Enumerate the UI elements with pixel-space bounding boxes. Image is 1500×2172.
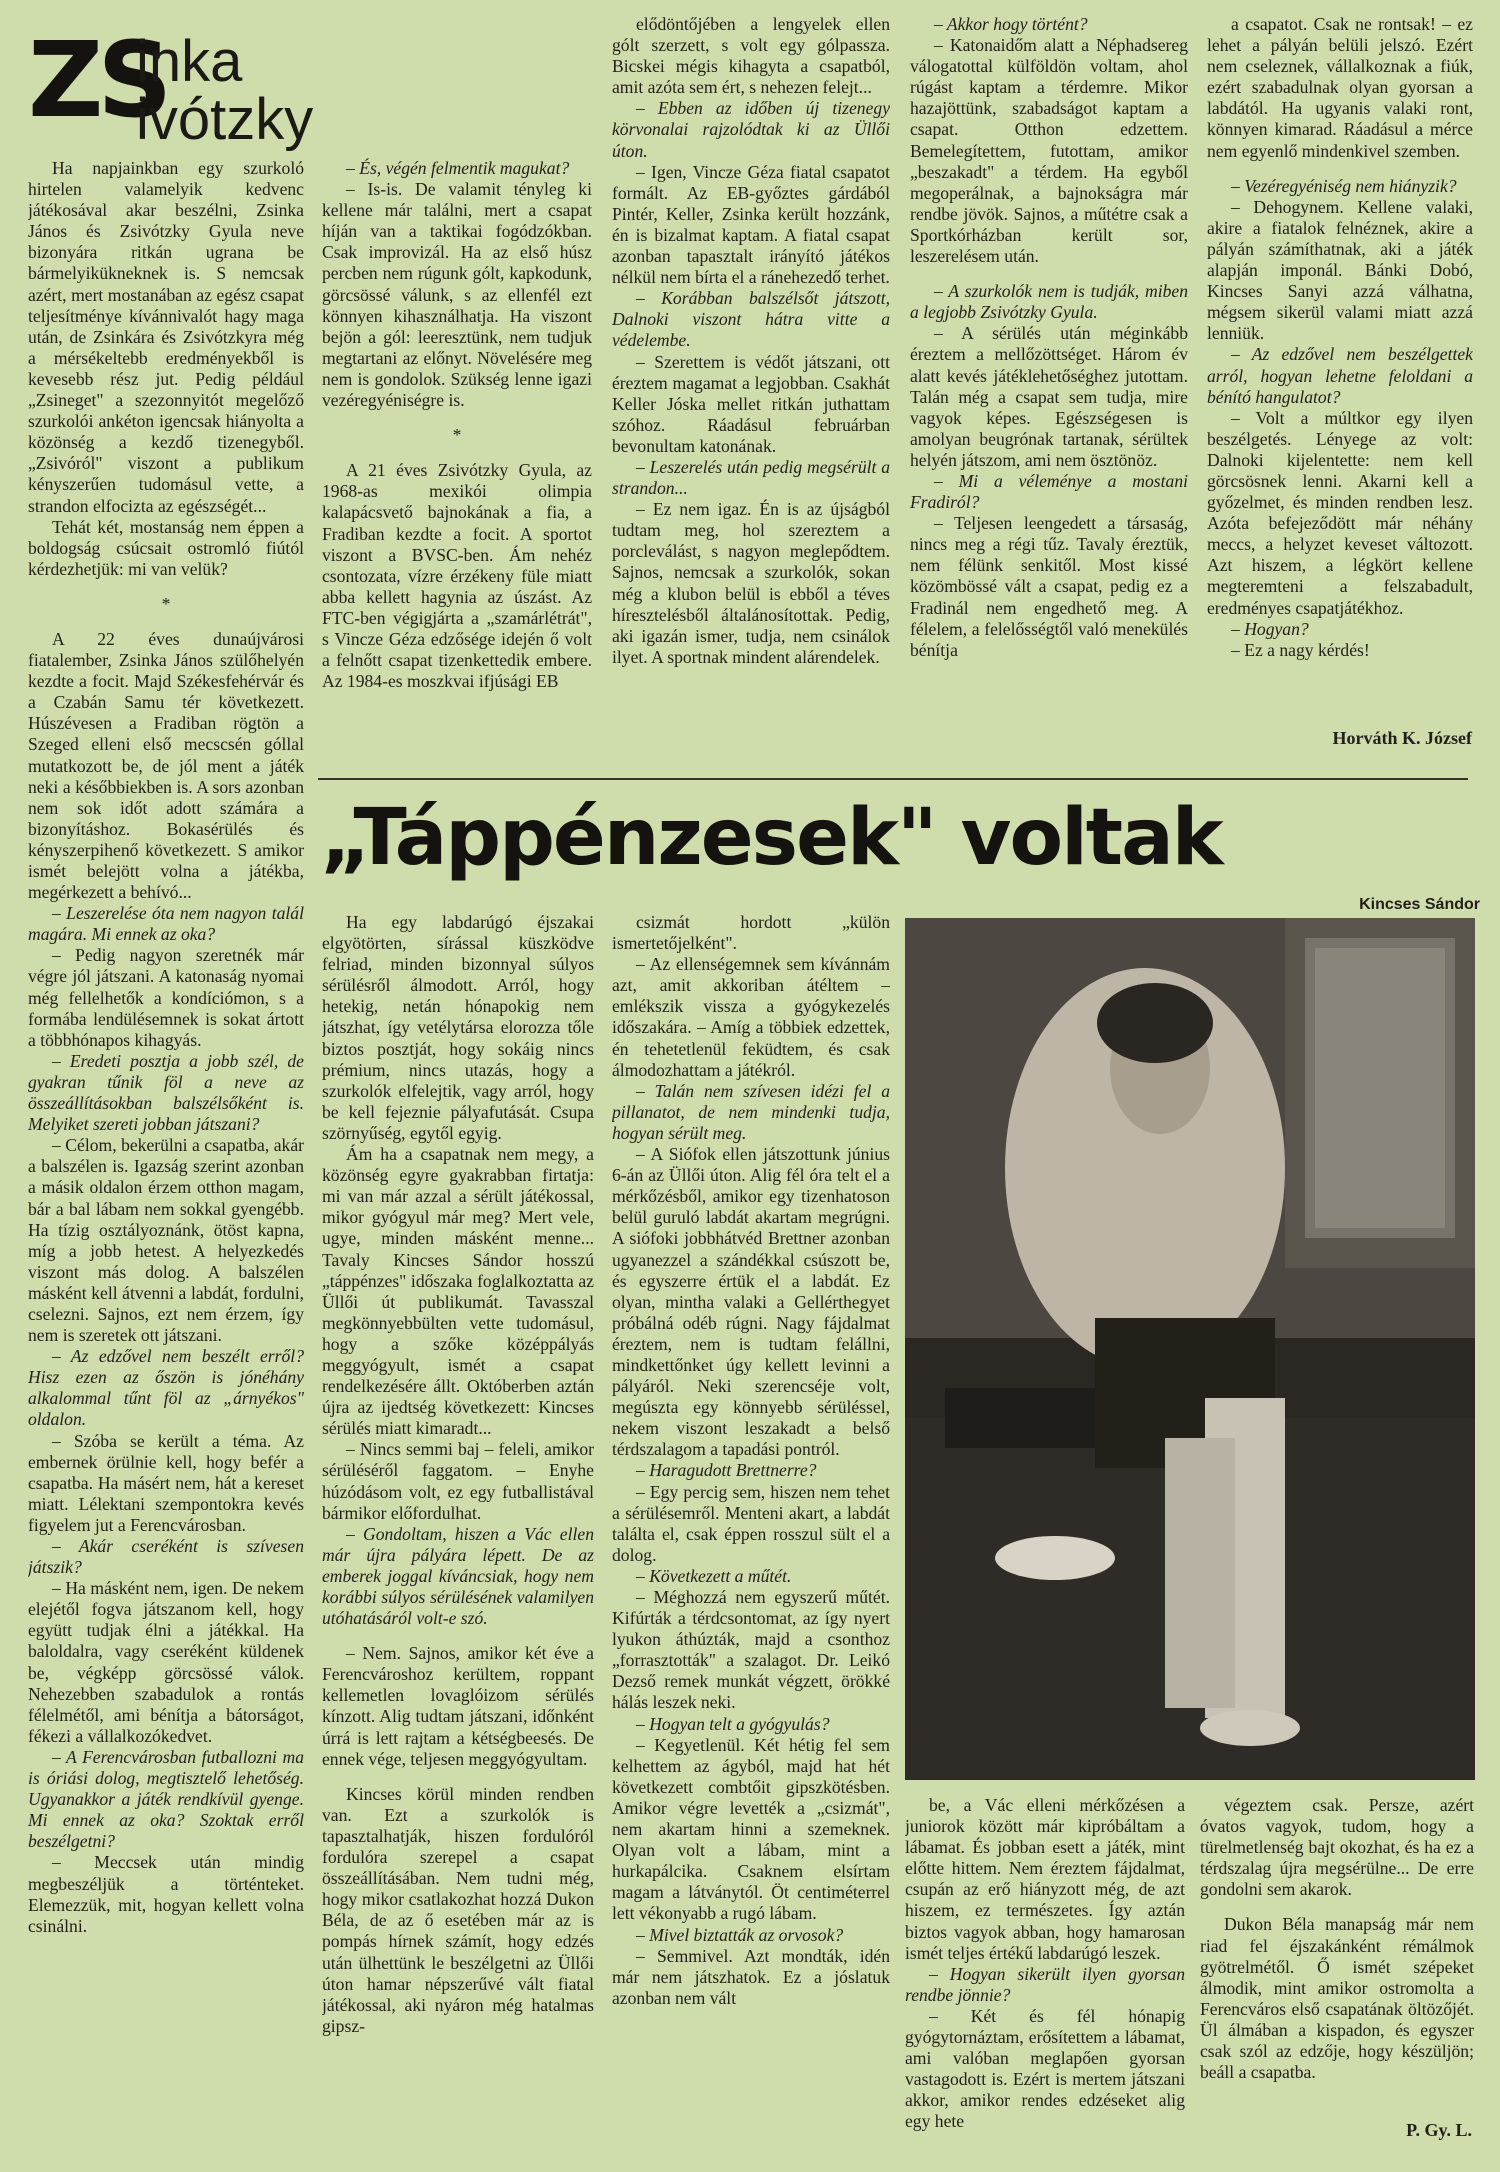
paragraph: Ha napjainkban egy szurkoló hirtelen valamelyik kedvenc játékosával akar beszélni, Zsinka János és Zsivótzky Gyula neve bizonyára ritkán ugrana be bármelyikükneknek is. S nemcsak azért, mert mostanában az egész csapat teljesítménye kívánnivalót hagy maga után, de Zsinkára és Zsivótzkyra még a mérsékeltebb eredményekből is kevesebb rész jut. Pedig például „Zsineget" a szezonnyitót megelőző szurkolói ankéton igencsak hiányolta a közönség a kezdő tizenegyből. „Zsivóról" viszont a publikum kényszerűen tudomásul vette, a strandon elfocizta az egészségét...	[28, 158, 304, 516]
interview-question: – Leszerelése óta nem nagyon talál magára. Mi ennek az oka?	[28, 903, 304, 945]
interview-question: – Következett a műtét.	[636, 1565, 792, 1586]
article1-col2	[322, 158, 592, 758]
heading-initials: ZS	[28, 19, 167, 141]
interview-question: – Az edzővel nem beszélt erről? Hisz ezen az őszön is jónéhány alkalommal tűnt föl az „árnyékos" oldalon.	[28, 1346, 304, 1430]
interview-question: – Hogyan telt a gyógyulás?	[636, 1713, 830, 1734]
interview-question: – Mivel biztatták az orvosok?	[636, 1924, 844, 1945]
paragraph: – Két és fél hónapig gyógytornáztam, erősítettem a lábamat, ami valóban meglapően gyorsan vastagodott is. Ezért is mertem játszani akkor, amikor rendes edzéseket alig egy hete	[905, 2005, 1185, 2132]
article2-col4	[1200, 1795, 1474, 2115]
article1-col4	[910, 14, 1188, 756]
interview-question: – Az edzővel nem beszélgettek arról, hogyan lehetne feloldani a bénító hangulatot?	[1207, 344, 1473, 407]
paragraph: A 21 éves Zsivótzky Gyula, az 1968-as mexikói olimpia kalapácsvető bajnokának a fia, a Fradiban kezdte a focit. A sportot viszont a BVSC-ben. Ám nehéz csontozata, vízre érzékeny füle miatt abba kellett hagynia az úszást. Az FTC-ben végigjárta a „szamárlétrát", s Vincze Géza edzősége idején ő volt a felnőtt csapat tizenkettedik embere. Az 1984-es moszkvai ifjúsági EB	[322, 460, 592, 692]
photo-credit: Kincses Sándor	[1359, 896, 1480, 913]
paragraph: Kincses körül minden rendben van. Ezt a szurkolók is tapasztalhatják, hiszen fordulóról fordulóra szerepel a csapat összeállításában. Nem tudni még, hogy mikor csatlakozhat hozzá Dukon Béla, de az ő esetében már az is pompás hírnek számít, hogy edzés után ülhettünk le beszélgetni az Üllői úton hamar népszerűvé vált fiatal játékossal, aki nyáron még hatalmas gipsz-	[322, 1783, 594, 2036]
section-divider	[318, 778, 1468, 780]
paragraph: – Egy percig sem, hiszen nem tehet a sérülésemről. Menteni akart, a labdát találta el, csak éppen rosszul sült el a dolog.	[612, 1481, 890, 1565]
article1-heading	[28, 19, 458, 158]
paragraph: – Semmivel. Azt mondták, idén már nem játszhatok. Ez a jóslatuk azonban nem vált	[612, 1945, 890, 2008]
interview-question: – A Ferencvárosban futballozni ma is óriási dolog, megtisztelő lehetőség. Ugyanakkor a játék rendkívül gyenge. Mi ennek az oka? Szoktak erről beszélgetni?	[28, 1746, 304, 1852]
interview-question: – Gondoltam, hiszen a Vác ellen már újra pályára lépett. De az emberek joggal kíváncsiak, hogy nem korábbi súlyos sérülésének valamilyen utóhatásáról volt-e szó.	[322, 1523, 594, 1629]
interview-question: – És, végén felmentik magukat?	[346, 158, 570, 178]
article2-col1	[322, 912, 594, 2152]
paragraph: – Volt a múltkor egy ilyen beszélgetés. Lényege az volt: Dalnoki kijelentette: nem kell görcsösnek lenni. Akarni kell a győzelmet, és minden rendben lesz. Azóta befejeződött már néhány meccs, a helyzet keveset változott. Azt hiszem, a légkört kellene megteremteni a felszabadult, eredményes csapatjátékhoz.	[1207, 407, 1473, 618]
article1-col1	[28, 158, 304, 2158]
interview-question: – Hogyan?	[1231, 618, 1309, 639]
paragraph: – Teljesen leengedett a társaság, nincs meg a régi tűz. Tavaly éreztük, nem félünk senkitől. Most kissé közömbössé vált a csapat, pedig ez a Fradinál nem engedhető meg. A félelem, a felelősségtől való menekülés bénítja	[910, 513, 1188, 660]
interview-question: – Hogyan sikerült ilyen gyorsan rendbe jönnie?	[905, 1963, 1185, 2005]
section-separator: *	[161, 593, 171, 614]
player-photo	[905, 918, 1475, 1780]
article2-heading: „Táppénzesek" voltak	[320, 793, 1222, 883]
interview-question: – Akár cseréként is szívesen játszik?	[28, 1536, 304, 1578]
article1-col3	[612, 14, 890, 756]
section-separator: *	[452, 425, 462, 446]
article1-signature: Horváth K. József	[1332, 728, 1472, 748]
paragraph: – Katonaidőm alatt a Néphadsereg válogatottal külföldön voltam, ahol rúgást kaptam a térdemre. Mikor hazajöttünk, szabadságot kaptam a csapat. Otthon edzettem. Bemelegítettem, futottam, amikor „beszakadt" a térdem. Ha egyből megoperálnak, a bajnokságra már rendbe jövök. Sajnos, a műtétre csak a Sportkórházban került sor, leszerelésem után.	[910, 35, 1188, 267]
article1-col5	[1207, 14, 1473, 724]
interview-question: – Eredeti posztja a jobb szél, de gyakran tűnik föl a neve az összeállításokban balszélsőként is. Melyiket szereti jobban játszani?	[28, 1050, 304, 1135]
paragraph: – Is-is. De valamit tényleg ki kellene már találni, mert a csapat híján van a taktikai fogódzókban. Csak improvizál. Ha az első húsz percben nem rúgunk gólt, kapkodunk, görcsössé válunk, s az ellenfél ezt könnyen kihasználhatja. Ha viszont bejön a gól: leeresztünk, nem tudjuk megtartani az előnyt. Növelésére meg nem is gondolok. Szükség lenne igazi vezéregyéniségre is.	[322, 179, 592, 411]
heading-line1: inka	[136, 29, 243, 94]
paragraph: – Kegyetlenül. Két hétig fel sem kelhettem az ágyból, majd hat hét következett combtőit gipszkötésben. Amikor végre levették a „csizmát", nem akartam hinni a szemeknek. Olyan volt a lábam, mint a hurkapálcika. Csaknem elsírtam magam a látványtól. Öt centiméterrel lett vékonyabb a rugó lábam.	[612, 1734, 890, 1924]
paragraph: – Az ellenségemnek sem kívánnám azt, amit akkoriban átéltem – emlékszik vissza a gyógykezelés időszakára. – Amíg a többiek edzettek, én tehetetlenül feküdtem, és csak álmodozhattam a játékról.	[612, 954, 890, 1080]
paragraph: – Szóba se került a téma. Az embernek örülnie kell, hogy befér a csapatba. Ha másért nem, hát a kereset miatt. Lélektani szempontokra kevés figyelem jut a Ferencvárosban.	[28, 1430, 304, 1535]
paragraph: végeztem csak. Persze, azért óvatos vagyok, tudom, hogy a türelmetlenség bajt okozhat, és ha ez a térdszalag újra megsérülne... De erre gondolni sem akarok.	[1200, 1795, 1474, 1900]
paragraph: – A Siófok ellen játszottunk június 6-án az Üllői úton. Alig fél óra telt el a mérkőzésből, amikor egy tizenhatoson belül guruló labdát akartam megrúgni. A siófoki jobbhátvéd Brettner azonban ugyanezzel a szándékkal csúszott be, és egyszerre értük el a labdát. Ez olyan, mintha valaki a Gellérthegyet próbálná odéb rúgni. Nagy fájdalmat éreztem, nem is tudtam felállni, mindkettőnket úgy kellett levinni a pályáról. Neki szerencséje volt, megúszta egy könnyebb sérüléssel, nekem viszont leszakadt a belső térdszalagom a tapadási pontról.	[612, 1144, 890, 1460]
paragraph: – Nincs semmi baj – feleli, amikor sérüléséről faggatom. – Enyhe húzódásom volt, ez egy futballistával bármikor előfordulhat.	[322, 1439, 594, 1523]
paragraph: A 22 éves dunaújvárosi fiatalember, Zsinka János szülőhelyén kezdte a focit. Majd Székesfehérvár és a Czabán Samu tér következett. Húszévesen a Fradiban rögtön a Szeged elleni első mecscsén góllal mutatkozott be, de jól ment a játék neki a későbbiekben is. A sors azonban nem sok időt adott számára a bizonyításhoz. Bokasérülés és kényszerpihenő következett. S amikor ismét belejött volna a játékba, megérkezett a behívó...	[28, 628, 304, 903]
paragraph: – Ez nem igaz. Én is az újságból tudtam meg, hol szereztem a porcleválást, s nagyon meglepődtem. Sajnos, nemcsak a szurkolók, sokan még a klubon belül is ebből a téves híresztelésből általánosítottak. Pedig, aki igazán ismer, tudja, nem csinálok ilyet. A sportnak mindent alárendelek.	[612, 499, 890, 667]
paragraph: – Ha másként nem, igen. De nekem elejétől fogva játszanom kell, hogy együtt tudjak élni a játékkal. Ha baloldalra, vagy cseréként küldenek be, végképp görcsössé válok. Nehezebben szabadulok a rontás félelmétől, ami bénítja a bátorságot, fékezi a vállalkozókedvet.	[28, 1578, 304, 1746]
paragraph: – Méghozzá nem egyszerű műtét. Kifúrták a térdcsontomat, az így nyert lyukon áthúzták, majd a csonthoz „forrasztották" a szalagot. Dr. Leikó Dezső remek munkát végzett, örökké hálás leszek neki.	[612, 1587, 890, 1713]
interview-question: – Akkor hogy történt?	[934, 14, 1088, 34]
interview-question: – Ebben az időben új tizenegy körvonalai rajzolódtak ki az Üllői úton.	[612, 98, 890, 161]
paragraph: Ám ha a csapatnak nem megy, a közönség egyre gyakrabban firtatja: mi van már azzal a sérült játékossal, mikor gyógyul már meg? Mert vele, ugye, minden másként menne... Tavaly Kincses Sándor hosszú „táppénzes" időszaka foglalkoztatta az Üllői út publikumát. Tavasszal megkönnyebbülten vette tudomásul, hogy a szőke középpályás meggyógyult, ismét a csapat rendelkezésére állt. Októberben aztán újra az ijedtség következett: Kincses sérülés miatt kimaradt...	[322, 1144, 594, 1439]
paragraph: – Meccsek után mindig megbeszéljük a történteket. Elemezzük, mit, hogyan kellett volna csinálni.	[28, 1852, 304, 1936]
interview-question: – Mi a véleménye a mostani Fradiról?	[910, 470, 1188, 513]
paragraph: – Nem. Sajnos, amikor két éve a Ferencvároshoz kerültem, roppant kellemetlen lovaglóizom sérülés kínzott. Alig tudtam játszani, időnként úrrá is lett rajtam a kétségbeesés. De ennek vége, teljesen meggyógyultam.	[322, 1643, 594, 1769]
paragraph: Ha egy labdarúgó éjszakai elgyötörten, sírással küszködve felriad, minden bizonnyal súlyos sérülésről álmodott. Arról, hogy hetekig, netán hónapokig nem játszhat, így vetélytársa elorozza tőle biztos posztját, hogy sokáig nincs prémium, nincs utazás, hogy a szurkolók elfelejtik, vagy arról, hogy be kell fejeznie pályafutását. Csupa szörnyűség, egytől egyig.	[322, 912, 594, 1143]
paragraph: be, a Vác elleni mérkőzésen a juniorok között már kipróbáltam a lábamat. És jobban esett a játék, mint előtte hittem. Nem éreztem fájdalmat, csupán az erő hiányzott még, de azt hiszem, ez természetes. Így aztán biztos vagyok abban, hogy hamarosan ismét teljes értékű labdarúgó leszek.	[905, 1795, 1185, 1963]
paragraph: a csapatot. Csak ne rontsak! – ez lehet a pályán belüli jelszó. Ezért nem cseleznek, vállalkoznak a fiúk, ezért szabadulnak olyan gyorsan a labdától. Ha ugyanis valaki ront, könnyen kimarad. Ráadásul a mérce nem egyenlő mindenkivel szemben.	[1207, 14, 1473, 161]
paragraph: – Ez a nagy kérdés!	[1231, 639, 1370, 660]
paragraph: – A sérülés után méginkább éreztem a mellőzöttséget. Három év alatt kevés játéklehetőséghez jutottam. Talán még a csapat sem tudja, mire vagyok képes. Egészségesen is amolyan beugrónak tartanak, sérültek helyén játszom, ami nem ösztönöz.	[910, 323, 1188, 470]
article2-col3	[905, 1795, 1185, 2155]
paragraph: Tehát két, mostanság nem éppen a boldogság csúcsait ostromló fiútól kérdezhetjük: mi van velük?	[28, 516, 304, 579]
paragraph: elődöntőjében a lengyelek ellen gólt szerzett, s volt egy gólpassza. Bicskei mégis kihagyta a csapatból, amit azóta sem ért, s nehezen felejt...	[612, 14, 890, 98]
paragraph: – Pedig nagyon szeretnék már végre jól játszani. A katonaság nyomai még fellelhetők a kondíciómon, s a formába lendülésemnek is sokat ártott a többhónapos kihagyás.	[28, 945, 304, 1050]
article2-signature: P. Gy. L.	[1406, 2120, 1472, 2140]
article2-col2	[612, 912, 890, 2152]
interview-question: – Talán nem szívesen idézi fel a pillanatot, de nem mindenki tudja, hogyan sérült meg.	[612, 1080, 890, 1143]
paragraph: csizmát hordott „külön ismertetőjelként".	[612, 912, 890, 954]
interview-question: – A szurkolók nem is tudják, miben a legjobb Zsivótzky Gyula.	[910, 281, 1188, 323]
interview-question: – Haragudott Brettnerre?	[636, 1460, 817, 1481]
paragraph: – Igen, Vincze Géza fiatal csapatot formált. Az EB-győztes gárdából Pintér, Keller, Zsinka került hozzánk, én is bizalmat kaptam. A fiatal csapat azonban tapasztalt irányító játékos nélkül nem bírta el a ránehezedő terhet.	[612, 161, 890, 288]
interview-question: – Vezéregyéniség nem hiányzik?	[1231, 175, 1457, 196]
heading-line2: ivótzky	[136, 87, 314, 152]
player-photo-image	[905, 918, 1475, 1780]
interview-question: – Korábban balszélsőt játszott, Dalnoki viszont hátra vitte a védelembe.	[612, 288, 890, 351]
paragraph: Dukon Béla manapság már nem riad fel éjszakánként rémálmok gyötrelmétől. Ő ismét szépeket álmodik, mint amikor ostromolta a Ferencváros első csapatának öltözőjét. Ül álmában a kispadon, és egyszer csak szól az edzője, hogy készüljön; beáll a csapatba.	[1200, 1914, 1474, 2083]
paragraph: – Célom, bekerülni a csapatba, akár a balszélen is. Igazság szerint azonban a másik oldalon érzem otthon magam, bár a bal lábam nem sokkal gyengébb. Ha tízig osztályoznánk, ötöst kapna, míg a jobb hetest. A helyezkedés viszont más dolog. A balszélen másként kell átvenni a labdát, fordulni, cselezni. Sajnos, ezt nem érzem, így nem is szeretek ott játszani.	[28, 1135, 304, 1346]
interview-question: – Leszerelés után pedig megsérült a strandon...	[612, 456, 890, 499]
paragraph: – Szerettem is védőt játszani, ott éreztem magamat a legjobban. Csakhát Keller Jóska mellet ritkán juthattam szóhoz. Ráadásul februárban bevonultam katonának.	[612, 351, 890, 456]
paragraph: – Dehogynem. Kellene valaki, akire a fiatalok felnéznek, akire a pályán számíthatnak, aki a játék alapján imponál. Bánki Dobó, Kincses Sanyi azzá válhatna, mégsem sikerül valami miatt azzá lenniük.	[1207, 196, 1473, 344]
